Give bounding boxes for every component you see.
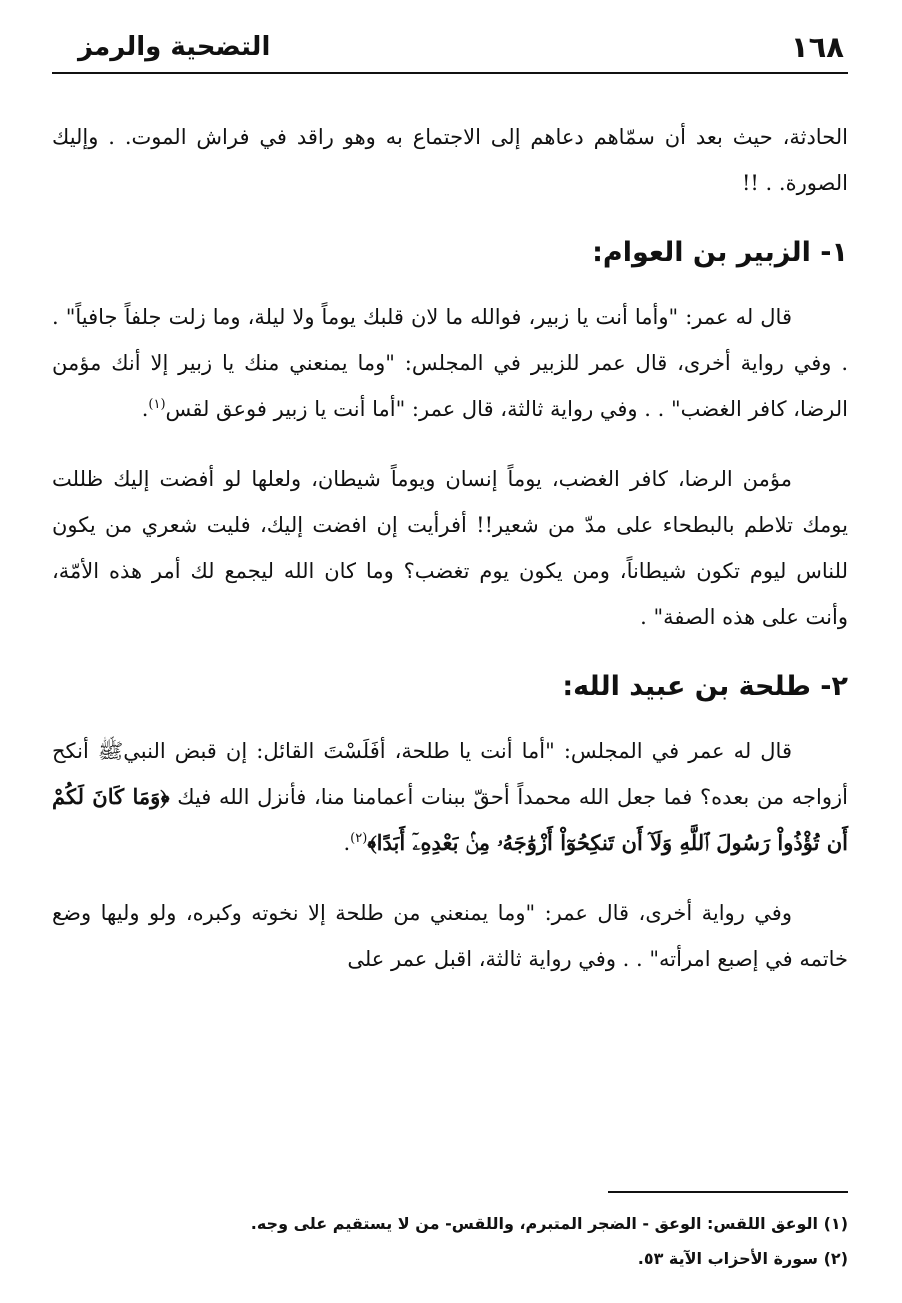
quran-verse: ﴿وَمَا كَانَ لَكُمْ أَن تُؤْذُواْ رَسُولَ ٱللَّهِ وَلَآ أَن تَنكِحُوٓاْ أَزْوَٰجَهُۥ مِنۢ بَعْدِهِۦٓ أَبَدًا﴾: [52, 784, 848, 855]
zubayr-paragraph-1-end: .: [141, 397, 149, 421]
page-body: [52, 114, 848, 1006]
footnote-separator: [608, 1191, 848, 1193]
section-heading-zubayr: ١- الزبير بن العوام:: [592, 237, 848, 268]
talha-paragraph-1-end: .: [343, 831, 351, 855]
intro-paragraph: الحادثة، حيث بعد أن سمّاهم دعاهم إلى الاجتماع به وهو راقد في فراش الموت. . وإليك الصورة. . !!: [52, 125, 848, 195]
talha-paragraph-2: وفي رواية أخرى، قال عمر: "وما يمنعني من طلحة إلا نخوته وكبره، ولو وليها وضع خاتمه في إصبع امرأته" . . وفي رواية ثالثة، اقبل عمر على: [52, 901, 848, 971]
talha-paragraph-1: [52, 728, 848, 866]
zubayr-paragraph-2: مؤمن الرضا، كافر الغضب، يوماً إنسان ويوماً شيطان، ولعلها لو أفضت إليك ظللت يومك تلاطم بالبطحاء على مدّ من شعير!! أفرأيت إن افضت إليك، فليت شعري من يكون للناس ليوم تكون شيطاناً، ومن يكون يوم تغضب؟ وما كان الله ليجمع لك أمر هذه الأمّة، وأنت على هذه الصفة" .: [52, 467, 848, 629]
zubayr-paragraph-1: [52, 294, 848, 432]
running-title: التضحية والرمز: [78, 32, 271, 62]
footnote-1: (١) الوعق اللقس: الوعق - الضجر المتبرم، واللقس- من لا يستقيم على وجه.: [250, 1214, 848, 1233]
footnotes: [52, 1206, 848, 1276]
talha-paragraph-1-text: قال له عمر في المجلس: "أما أنت يا طلحة، أفَلَسْتَ القائل: إن قبض النبيﷺ أنكح أزواجه من بعده؟ فما جعل الله محمداً أحقّ ببنات أعمامنا منا، فأنزل الله فيك: [52, 739, 848, 809]
page-number: ١٦٨: [790, 30, 844, 64]
zubayr-paragraph-1-text: قال له عمر: "وأما أنت يا زبير، فوالله ما لان قلبك يوماً ولا ليلة، وما زلت جلفاً جافياً" . . وفي رواية أخرى، قال عمر للزبير في المجلس: "وما يمنعني منك يا زبير إلا أنك مؤمن الرضا، كافر الغضب" . . وفي رواية ثالثة، قال عمر: "أما أنت يا زبير فوعق لقس: [52, 305, 848, 421]
footnote-ref-2: (٢): [350, 831, 368, 846]
page-header: [52, 28, 848, 74]
section-heading-talha: ٢- طلحة بن عبيد الله:: [562, 671, 848, 702]
footnote-2: (٢) سورة الأحزاب الآية ٥٣.: [637, 1249, 848, 1268]
book-page: [52, 28, 848, 1278]
footnote-ref-1: (١): [148, 397, 166, 412]
